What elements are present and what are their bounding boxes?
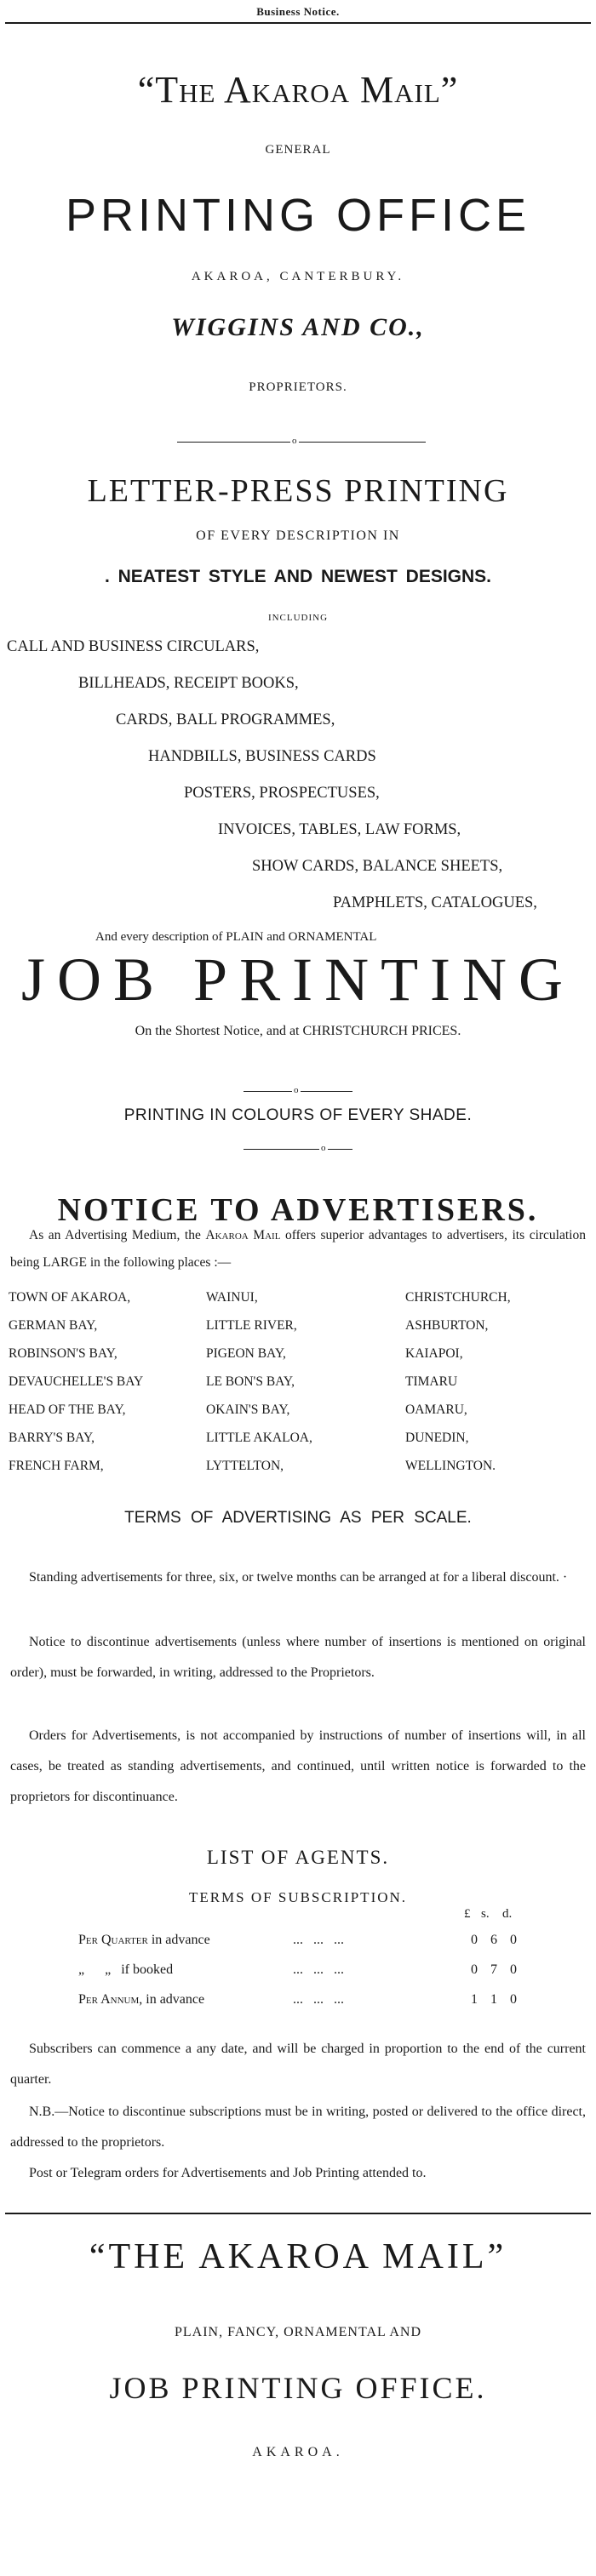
masthead-firm: WIGGINS AND CO., bbox=[171, 313, 425, 341]
rate-label bbox=[78, 1955, 293, 1985]
rate-leader-dots: ... ... ... bbox=[293, 1932, 344, 1947]
subscription-heading: TERMS OF SUBSCRIPTION. bbox=[188, 1889, 408, 1905]
rate-label bbox=[78, 1985, 293, 2014]
ad-para-1: Standing advertisements for three, six, or twelve months can be arranged at for a liberal discount. · bbox=[29, 1570, 568, 1585]
masthead-proprietors: PROPRIETORS. bbox=[249, 380, 347, 394]
letterpress-sub2: . NEATEST STYLE AND NEWEST DESIGNS. bbox=[104, 567, 492, 586]
place-name: LE BON'S BAY, bbox=[206, 1374, 295, 1389]
divider-3-mark: o bbox=[321, 1143, 326, 1153]
rate-row bbox=[78, 1985, 523, 2014]
place-name: DUNEDIN, bbox=[405, 1430, 469, 1445]
places-row bbox=[9, 1283, 584, 1311]
rate-period: Per Quarter bbox=[78, 1932, 148, 1947]
place-name: CHRISTCHURCH, bbox=[405, 1289, 511, 1305]
sub-para-1: Subscribers can commence a any date, and will be charged in proportion to the end of the current quarter. bbox=[10, 2042, 586, 2087]
ad-para-2: Notice to discontinue advertisements (unless where number of insertions is mentioned on original order), must be forwarded, in writing, addressed to the Proprietors. bbox=[10, 1635, 586, 1680]
divider-3 bbox=[244, 1149, 352, 1150]
advertisers-intro bbox=[10, 1222, 586, 1277]
rate-shillings: 7 bbox=[490, 1962, 497, 1977]
rate-condition: if booked bbox=[111, 1962, 174, 1977]
footer-title: “THE AKAROA MAIL” bbox=[89, 2237, 507, 2276]
places-row bbox=[9, 1424, 584, 1452]
footer-sub: PLAIN, FANCY, ORNAMENTAL AND bbox=[175, 2325, 421, 2339]
header-rule bbox=[5, 22, 591, 24]
rate-row bbox=[78, 1925, 523, 1955]
letterpress-every: And every description of PLAIN and ORNAMENTAL bbox=[95, 930, 377, 944]
divider-1-mark: o bbox=[292, 436, 297, 446]
service-item: SHOW CARDS, BALANCE SHEETS, bbox=[252, 858, 503, 875]
place-name: BARRY'S BAY, bbox=[9, 1430, 95, 1445]
place-name: ROBINSON'S BAY, bbox=[9, 1345, 117, 1361]
places-row bbox=[9, 1311, 584, 1339]
place-name: GERMAN BAY, bbox=[9, 1317, 98, 1333]
service-item: CARDS, BALL PROGRAMMES, bbox=[116, 711, 335, 728]
colours-line: PRINTING IN COLOURS OF EVERY SHADE. bbox=[123, 1106, 473, 1124]
rate-period: Per Annum, bbox=[78, 1991, 143, 2007]
place-name: WAINUI, bbox=[206, 1289, 258, 1305]
footer-place: AKAROA. bbox=[252, 2445, 344, 2459]
masthead-location: AKAROA, CANTERBURY. bbox=[191, 270, 405, 283]
place-name: FRENCH FARM, bbox=[9, 1458, 104, 1473]
service-item: BILLHEADS, RECEIPT BOOKS, bbox=[78, 675, 299, 692]
sub-para-2: N.B.—Notice to discontinue subscriptions must be in writing, posted or delivered to the office direct, addressed to the proprietors. bbox=[10, 2105, 586, 2150]
currency-shilling: s. bbox=[481, 1907, 490, 1921]
advertisers-heading: NOTICE TO ADVERTISERS. bbox=[57, 1192, 539, 1228]
rate-period: „ „ bbox=[78, 1962, 112, 1977]
rate-condition: in advance bbox=[147, 1932, 210, 1947]
places-row bbox=[9, 1396, 584, 1424]
rate-label bbox=[78, 1925, 293, 1955]
job-printing-notice: On the Shortest Notice, and at CHRISTCHURCH PRICES. bbox=[135, 1024, 461, 1038]
terms-line: TERMS OF ADVERTISING AS PER SCALE. bbox=[124, 1509, 472, 1527]
place-name: OKAIN'S BAY, bbox=[206, 1402, 290, 1417]
place-name: LITTLE RIVER, bbox=[206, 1317, 297, 1333]
masthead-office: PRINTING OFFICE bbox=[66, 190, 530, 241]
subscription-rates-table bbox=[78, 1925, 523, 2014]
section-header: Business Notice. bbox=[256, 5, 340, 18]
intro-part-2: offers superior advantages to advertisers, its circulation being LARGE in the following places :— bbox=[10, 1228, 586, 1270]
rate-pounds: 0 bbox=[471, 1932, 478, 1947]
place-name: TIMARU bbox=[405, 1374, 458, 1389]
service-item: CALL AND BUSINESS CIRCULARS, bbox=[7, 638, 260, 655]
rate-leader-dots: ... ... ... bbox=[293, 1991, 344, 2007]
places-row bbox=[9, 1368, 584, 1396]
currency-pence: d. bbox=[502, 1907, 513, 1921]
service-item: PAMPHLETS, CATALOGUES, bbox=[333, 894, 537, 911]
letterpress-sub1: OF EVERY DESCRIPTION IN bbox=[196, 528, 400, 543]
place-name: OAMARU, bbox=[405, 1402, 467, 1417]
divider-2-mark: o bbox=[294, 1085, 299, 1095]
place-name: HEAD OF THE BAY, bbox=[9, 1402, 126, 1417]
rate-pounds: 1 bbox=[471, 1991, 478, 2007]
place-name: WELLINGTON. bbox=[405, 1458, 496, 1473]
service-item: HANDBILLS, BUSINESS CARDS bbox=[148, 748, 376, 765]
letterpress-heading: LETTER-PRESS PRINTING bbox=[87, 473, 509, 509]
place-name: KAIAPOI, bbox=[405, 1345, 463, 1361]
rate-pence: 0 bbox=[510, 1932, 517, 1947]
rate-row bbox=[78, 1955, 523, 1985]
service-item: INVOICES, TABLES, LAW FORMS, bbox=[218, 821, 461, 838]
ad-para-3: Orders for Advertisements, is not accompanied by instructions of number of insertions will, in all cases, be treated as standing advertisements, and continued, until written notice is forwarded to the proprietors for discontinuance. bbox=[10, 1728, 586, 1804]
footer-job: JOB PRINTING OFFICE. bbox=[109, 2371, 487, 2405]
footer-rule bbox=[5, 2213, 591, 2214]
rate-pence: 0 bbox=[510, 1962, 517, 1977]
sub-para-3: Post or Telegram orders for Advertisements and Job Printing attended to. bbox=[29, 2166, 427, 2180]
place-name: PIGEON BAY, bbox=[206, 1345, 286, 1361]
places-row bbox=[9, 1339, 584, 1368]
rate-shillings: 6 bbox=[490, 1932, 497, 1947]
place-name: LYTTELTON, bbox=[206, 1458, 284, 1473]
rate-pence: 0 bbox=[510, 1991, 517, 2007]
place-name: ASHBURTON, bbox=[405, 1317, 489, 1333]
intro-paper-name: Akaroa Mail bbox=[205, 1228, 281, 1242]
divider-1 bbox=[177, 442, 426, 443]
masthead-general: GENERAL bbox=[265, 143, 331, 157]
service-item: POSTERS, PROSPECTUSES, bbox=[184, 785, 380, 802]
job-printing-heading: JOB PRINTING bbox=[20, 945, 576, 1014]
place-name: DEVAUCHELLE'S BAY bbox=[9, 1374, 144, 1389]
circulation-places-table bbox=[9, 1283, 584, 1480]
rate-leader-dots: ... ... ... bbox=[293, 1962, 344, 1977]
places-row bbox=[9, 1452, 584, 1480]
place-name: TOWN OF AKAROA, bbox=[9, 1289, 131, 1305]
currency-pound: £ bbox=[464, 1907, 471, 1921]
rate-condition: in advance bbox=[142, 1991, 205, 2007]
rate-shillings: 1 bbox=[490, 1991, 497, 2007]
letterpress-including: INCLUDING bbox=[267, 613, 329, 623]
place-name: LITTLE AKALOA, bbox=[206, 1430, 312, 1445]
agents-heading: LIST OF AGENTS. bbox=[206, 1847, 390, 1868]
intro-part-1: As an Advertising Medium, the bbox=[29, 1228, 206, 1242]
rate-pounds: 0 bbox=[471, 1962, 478, 1977]
masthead-title: “The Akaroa Mail” bbox=[137, 69, 459, 111]
